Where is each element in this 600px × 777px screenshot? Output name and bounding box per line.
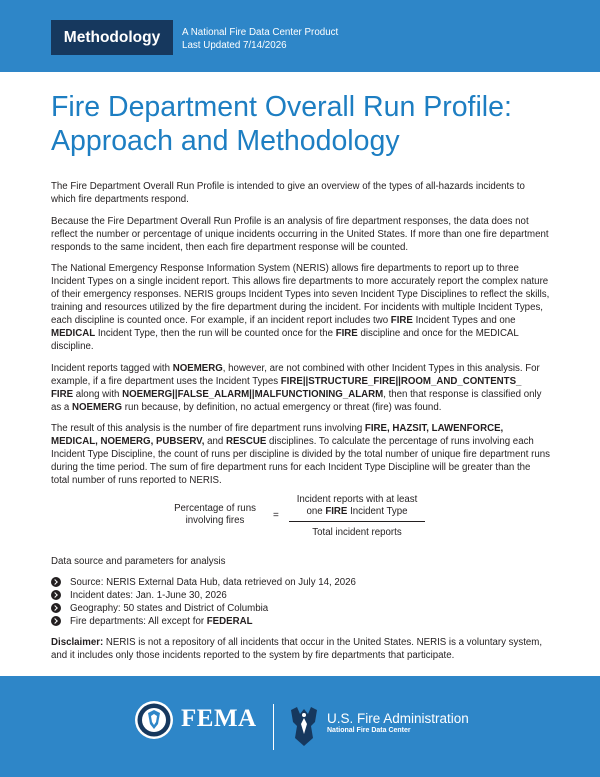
methodology-tab: Methodology	[51, 20, 173, 55]
main-content	[51, 180, 551, 671]
formula-denominator: Total incident reports	[312, 526, 402, 538]
list-item: Incident dates: Jan. 1-June 30, 2026	[51, 589, 551, 602]
noemerg-paragraph: Incident reports tagged with NOEMERG, however, are not combined with other Incident Types in this analysis. For example, if a fire department uses the Incident Types FIRE||STRUCTURE_FIRE||ROOM_AND_CONTENTS_ FIRE along with NOEMERG||FALSE_ALARM||MALFUNCTIONING_ALARM, then that response is classified only as a NOEMERG run because, by definition, no actual emergency or threat (fire) was found.	[51, 362, 542, 413]
product-line: A National Fire Data Center Product	[182, 27, 339, 38]
chevron-bullet-icon	[51, 616, 61, 626]
page-title	[51, 90, 571, 158]
responses-paragraph: Because the Fire Department Overall Run Profile is an analysis of fire department responses, the data does not reflect the number or percentage of unique incidents occurring in the United States. If more than one fire department responds to the same incident, then each fire department response will be counted.	[51, 215, 549, 253]
fema-logo-text: FEMA	[181, 705, 257, 732]
usfa-subtitle: National Fire Data Center	[327, 727, 411, 734]
usfa-title: U.S. Fire Administration	[327, 711, 469, 726]
updated-line: Last Updated 7/14/2026	[182, 39, 287, 51]
title-line-2: Approach and Methodology	[51, 125, 400, 157]
chevron-bullet-icon	[51, 577, 61, 587]
percentage-formula	[51, 493, 551, 546]
formula-equals: =	[273, 509, 279, 521]
title-line-1: Fire Department Overall Run Profile:	[51, 91, 512, 123]
formula-numerator: Incident reports with at least one FIRE Incident Type	[289, 494, 425, 522]
footer-divider	[273, 704, 274, 750]
neris-paragraph: The National Emergency Response Information System (NERIS) allows fire departments to report up to three Incident Types on a single incident report. This allows fire departments to more accurately report the complex nature of their emergency responses. NERIS groups Incident Types into seven Incident Type Disciplines to reflect the skills, training and resources utilized by the fire department during the incident. For incidents with multiple Incident Types, each discipline is counted once. For example, if an incident report includes two FIRE Incident Types and one MEDICAL Incident Type, then the run will be counted once for the FIRE discipline and once for the MEDICAL discipline.	[51, 263, 550, 352]
chevron-bullet-icon	[51, 590, 61, 600]
header-meta	[182, 27, 338, 52]
intro-paragraph: The Fire Department Overall Run Profile is intended to give an overview of the types of all-hazards incidents to which fire departments respond.	[51, 181, 525, 205]
list-item: Geography: 50 states and District of Columbia	[51, 602, 551, 615]
chevron-bullet-icon	[51, 603, 61, 613]
result-paragraph: The result of this analysis is the number of fire department runs involving FIRE, HAZSIT, LAWENFORCE, MEDICAL, NOEMERG, PUBSERV, and RESCUE disciplines. To calculate the percentage of runs involving each Incident Type Discipline, the count of runs per discipline is divided by the total number of unique fire department runs during the time period. The sum of fire department runs for each Incident Type Discipline will be greater than the total number of runs reported to NERIS.	[51, 423, 551, 486]
params-list	[51, 576, 551, 628]
usfa-eagle-icon	[287, 704, 321, 750]
formula-left: Percentage of runs involving fires	[174, 502, 256, 526]
dhs-seal-icon	[134, 700, 174, 740]
disclaimer: Disclaimer: NERIS is not a repository of all incidents that occur in the United States. NERIS is a voluntary system, and it includes only those incidents reported to the system by fire departments that participate.	[51, 637, 543, 661]
params-heading: Data source and parameters for analysis	[51, 555, 226, 567]
list-item: Source: NERIS External Data Hub, data retrieved on July 14, 2026	[51, 576, 551, 589]
list-item: Fire departments: All except for FEDERAL	[51, 615, 551, 628]
